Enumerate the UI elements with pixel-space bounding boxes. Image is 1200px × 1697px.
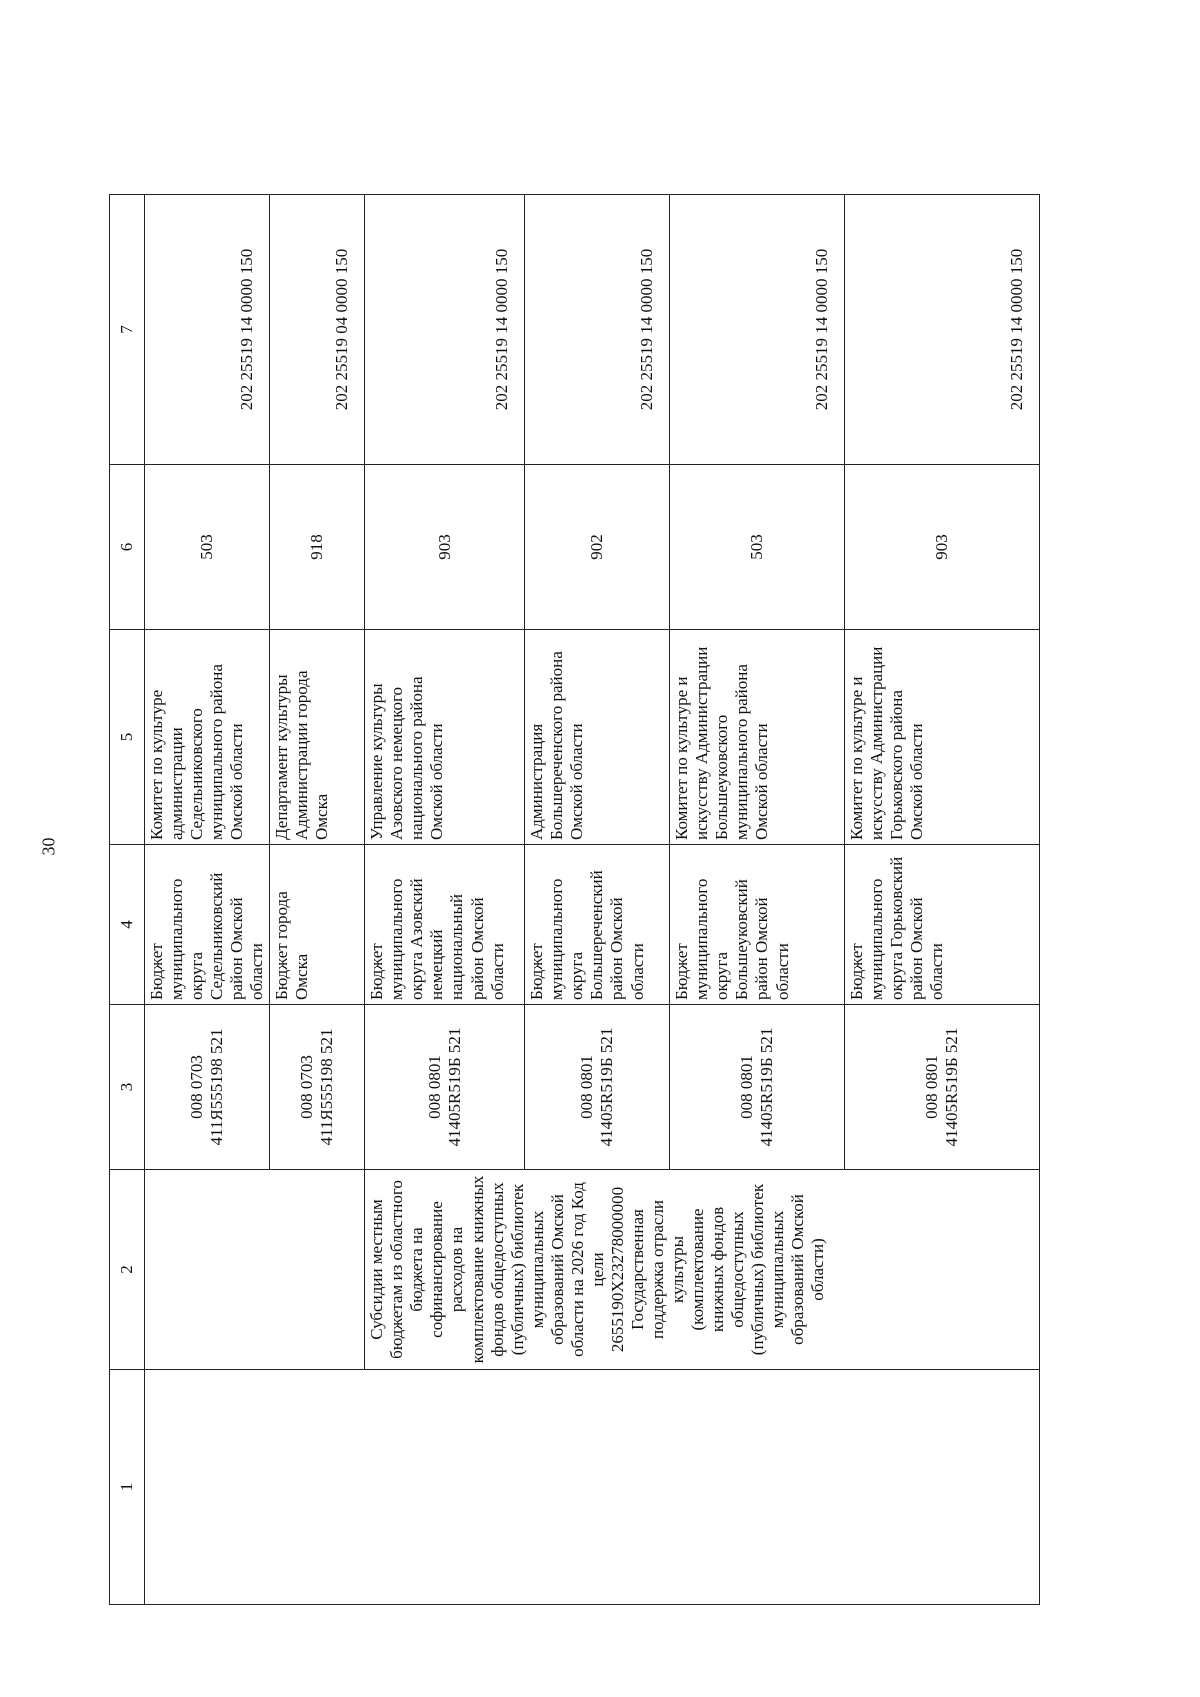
subsidy-purpose-cell: Субсидии местным бюджетам из областного бюджета на софинансирование расходов на комплектование книжных фондов общедоступных (публичных) библиотек муниципальных образований Омской области на 2026 год Код цели 2655190X23278000000 Государственная поддержка отрасли культуры (комплектование книжных фондов общедоступных (публичных) библиотек муниципальных образований Омской области)	[365, 1170, 1040, 1370]
col7-cell: 202 25519 14 0000 150	[145, 195, 270, 465]
page-number: 30	[38, 837, 59, 856]
col4-cell: Бюджет города Омска	[270, 845, 365, 1005]
header-col-4: 4	[110, 845, 145, 1005]
col4-cell: Бюджет муниципального округа Большереченский район Омской области	[525, 845, 670, 1005]
section-code: 008 0801	[577, 1055, 597, 1119]
col6-cell: 903	[365, 465, 525, 630]
target-code: 41405R519Б 521	[444, 1027, 464, 1147]
col7-cell: 202 25519 14 0000 150	[670, 195, 845, 465]
col4-cell: Бюджет муниципального округа Большеуковский район Омской области	[670, 845, 845, 1005]
section-code: 008 0801	[737, 1055, 757, 1119]
col6-cell: 503	[670, 465, 845, 630]
header-col-1: 1	[110, 1370, 145, 1605]
section-code: 008 0703	[187, 1055, 207, 1119]
col3-cell	[145, 1005, 270, 1170]
col5-cell: Комитет по культуре и искусству Администрации Горьковского района Омской области	[845, 630, 1040, 845]
table-row	[145, 195, 270, 1605]
header-row	[110, 195, 145, 1605]
col3-cell	[270, 1005, 365, 1170]
rotated-table-frame	[109, 195, 1059, 1605]
col4-cell: Бюджет муниципального округа Седельниковский район Омской области	[145, 845, 270, 1005]
col7-cell: 202 25519 14 0000 150	[845, 195, 1040, 465]
target-code: 411Я555198 521	[207, 1028, 227, 1146]
col2-empty-cell	[145, 1170, 365, 1370]
col3-cell	[670, 1005, 845, 1170]
col4-cell: Бюджет муниципального округа Горьковский район Омской области	[845, 845, 1040, 1005]
section-code: 008 0801	[922, 1055, 942, 1119]
target-code: 41405R519Б 521	[597, 1027, 617, 1147]
header-col-2: 2	[110, 1170, 145, 1370]
target-code: 41405R519Б 521	[942, 1027, 962, 1147]
col7-cell: 202 25519 04 0000 150	[270, 195, 365, 465]
col5-cell: Управление культуры Азовского немецкого национального района Омской области	[365, 630, 525, 845]
section-code: 008 0801	[424, 1055, 444, 1119]
section-code: 008 0703	[297, 1055, 317, 1119]
header-col-7: 7	[110, 195, 145, 465]
col4-cell: Бюджет муниципального округа Азовский немецкий национальный район Омской области	[365, 845, 525, 1005]
col5-cell: Комитет по культуре и искусству Администрации Большеуковского муниципального района Омской области	[670, 630, 845, 845]
col3-cell	[525, 1005, 670, 1170]
target-code: 41405R519Б 521	[757, 1027, 777, 1147]
header-col-3: 3	[110, 1005, 145, 1170]
col3-cell	[845, 1005, 1040, 1170]
col1-cell	[145, 1370, 1040, 1605]
col3-cell	[365, 1005, 525, 1170]
col6-cell: 903	[845, 465, 1040, 630]
col7-cell: 202 25519 14 0000 150	[525, 195, 670, 465]
col5-cell: Департамент культуры Администрации города Омска	[270, 630, 365, 845]
col5-cell: Комитет по культуре администрации Седельниковского муниципального района Омской области	[145, 630, 270, 845]
col6-cell: 503	[145, 465, 270, 630]
col7-cell: 202 25519 14 0000 150	[365, 195, 525, 465]
header-col-6: 6	[110, 465, 145, 630]
col5-cell: Администрация Большереченского района Омской области	[525, 630, 670, 845]
target-code: 411Я555198 521	[317, 1028, 337, 1146]
budget-table	[109, 194, 1040, 1605]
col6-cell: 918	[270, 465, 365, 630]
col6-cell: 902	[525, 465, 670, 630]
header-col-5: 5	[110, 630, 145, 845]
